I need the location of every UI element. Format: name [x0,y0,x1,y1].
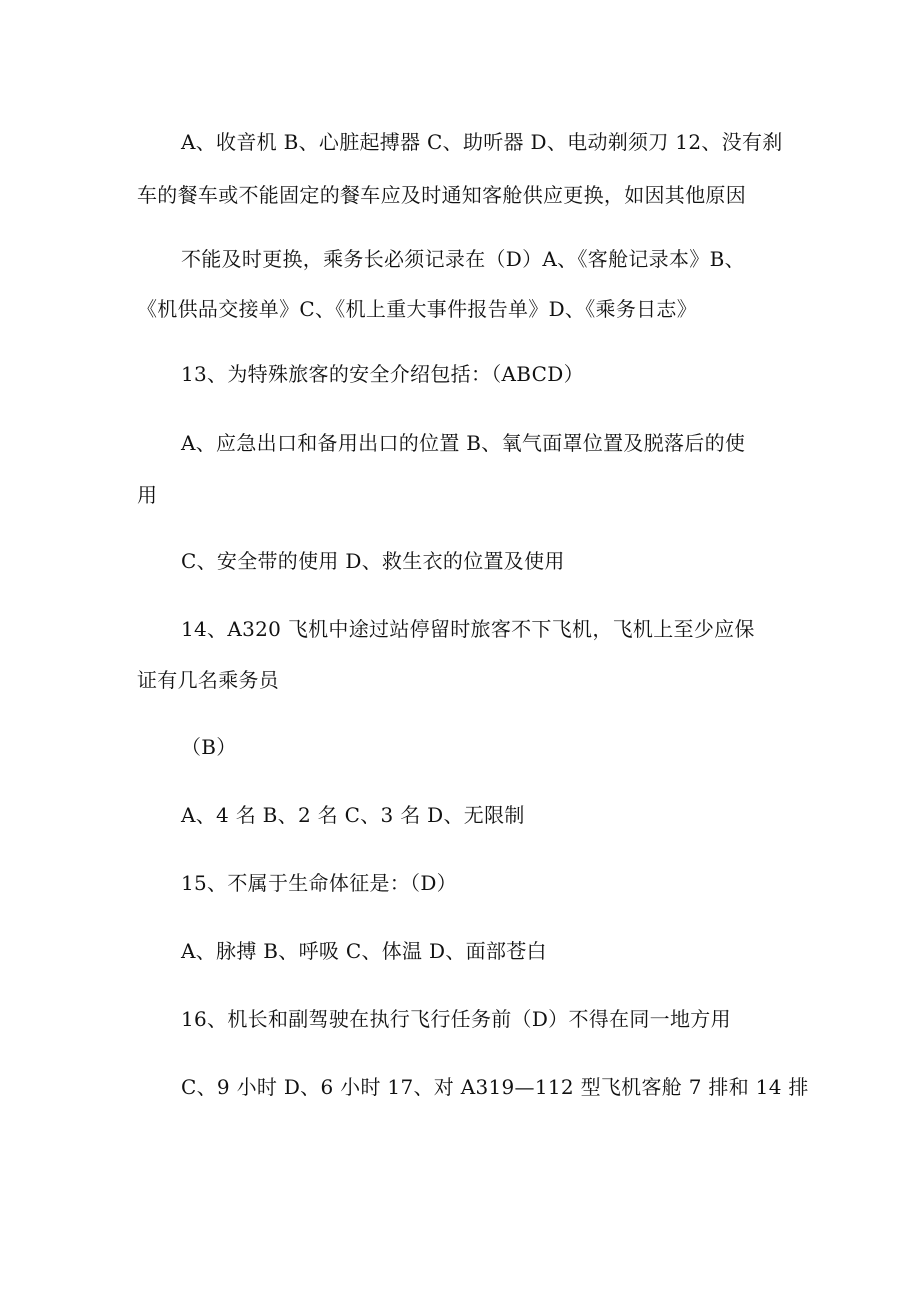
text-line: A、脉搏 B、呼吸 C、体温 D、面部苍白 [181,939,547,963]
question-heading: 14、A320 飞机中途过站停留时旅客不下飞机，飞机上至少应保 [181,617,755,641]
text-line: 用 [137,483,158,507]
text-line: 证有几名乘务员 [137,668,280,692]
question-heading: 13、为特殊旅客的安全介绍包括：（ABCD） [181,362,584,386]
question-heading: 15、不属于生命体征是：（D） [181,871,457,895]
text-line: C、9 小时 D、6 小时 17、对 A319—112 型飞机客舱 7 排和 14 排 [181,1075,809,1099]
text-line: A、应急出口和备用出口的位置 B、氧气面罩位置及脱落后的使 [181,431,746,455]
question-heading: 16、机长和副驾驶在执行飞行任务前（D）不得在同一地方用 [181,1007,731,1031]
text-line: A、4 名 B、2 名 C、3 名 D、无限制 [181,803,525,827]
text-line: 《机供品交接单》C、《机上重大事件报告单》D、《乘务日志》 [137,297,698,321]
answer-text: （B） [181,735,237,759]
text-line: 车的餐车或不能固定的餐车应及时通知客舱供应更换，如因其他原因 [137,183,746,207]
text-line: A、收音机 B、心脏起搏器 C、助听器 D、电动剃须刀 12、没有刹 [181,130,783,154]
text-line: C、安全带的使用 D、救生衣的位置及使用 [181,549,565,573]
text-line: 不能及时更换，乘务长必须记录在（D）A、《客舱记录本》B、 [181,247,745,271]
